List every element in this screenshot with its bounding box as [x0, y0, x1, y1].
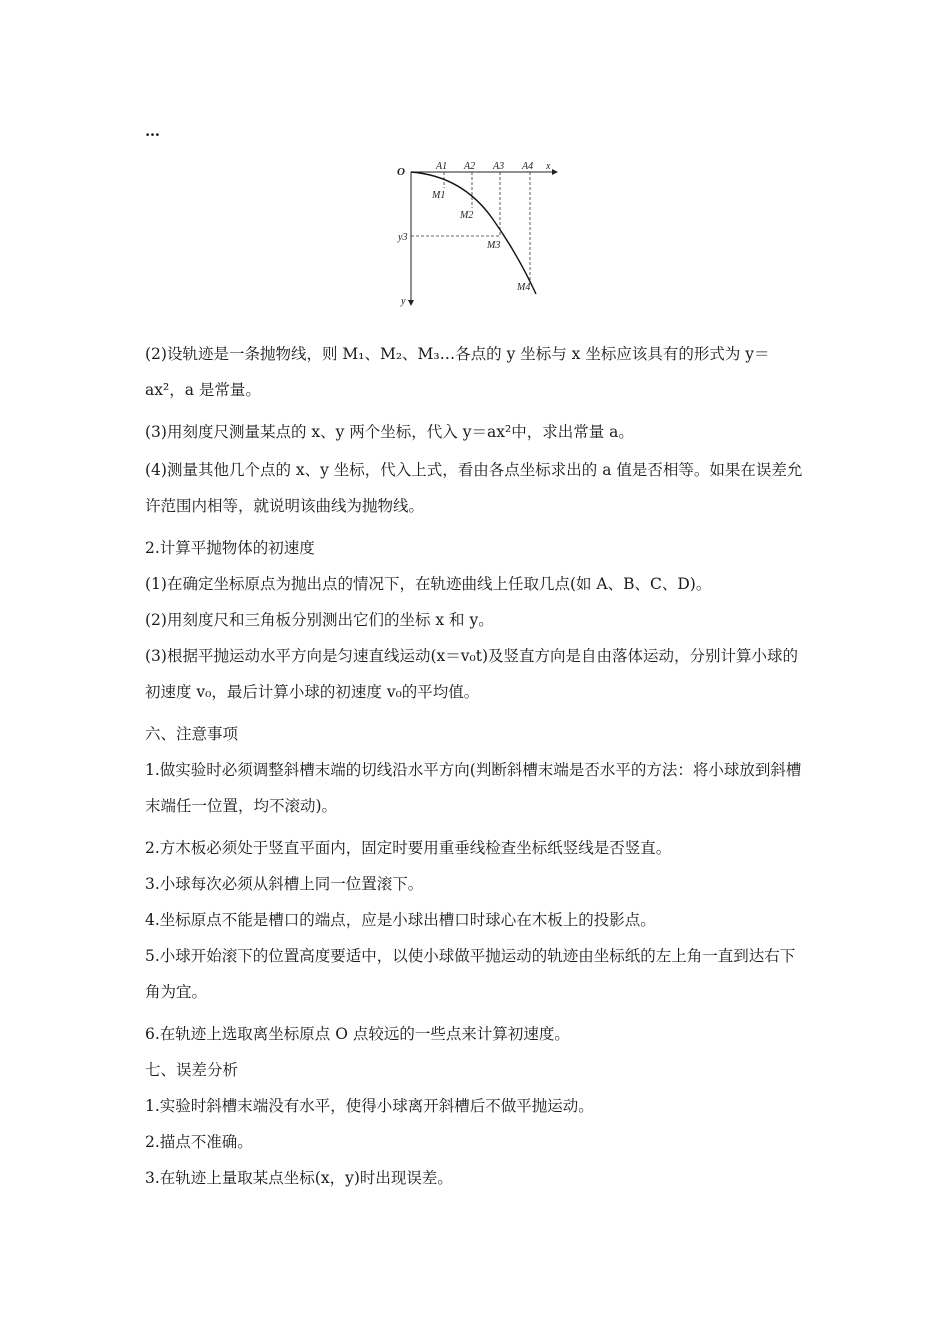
paragraph-measure-point: (3)用刻度尺测量某点的 x、y 两个坐标，代入 y＝ax²中，求出常量 a。: [145, 423, 634, 441]
error-item-2: 2.描点不准确。: [145, 1133, 253, 1151]
precaution-item-1: 1.做实验时必须调整斜槽末端的切线沿水平方向(判断斜槽末端是否水平的方法：将小球放到斜槽末端任一位置，均不滚动)。: [145, 761, 802, 815]
mark-y3: y3: [398, 232, 408, 243]
paragraph-verify-constant: (4)测量其他几个点的 x、y 坐标，代入上式，看由各点坐标求出的 a 值是否相等。如果在误差允许范围内相等，就说明该曲线为抛物线。: [145, 461, 803, 515]
paragraph-select-points: (1)在确定坐标原点为抛出点的情况下，在轨迹曲线上任取几点(如 A、B、C、D)。: [145, 575, 712, 593]
precaution-item-4: 4.坐标原点不能是槽口的端点，应是小球出槽口时球心在木板上的投影点。: [145, 911, 656, 929]
heading-precautions: 六、注意事项: [145, 725, 239, 743]
error-item-3: 3.在轨迹上量取某点坐标(x，y)时出现误差。: [145, 1169, 453, 1187]
point-m4: M4: [517, 282, 531, 293]
mark-a3: A3: [493, 161, 505, 172]
mark-a2: A2: [464, 161, 476, 172]
mark-a1: A1: [436, 161, 448, 172]
origin-label: O: [397, 166, 405, 178]
x-axis-label: x: [546, 161, 551, 172]
precaution-item-3: 3.小球每次必须从斜槽上同一位置滚下。: [145, 875, 424, 893]
y-axis-arrow: [408, 300, 414, 306]
precaution-item-2: 2.方木板必须处于竖直平面内，固定时要用重垂线检查坐标纸竖线是否竖直。: [145, 839, 672, 857]
point-m3: M3: [487, 240, 501, 251]
error-item-1: 1.实验时斜槽末端没有水平，使得小球离开斜槽后不做平抛运动。: [145, 1097, 594, 1115]
heading-initial-velocity: 2.计算平抛物体的初速度: [145, 539, 315, 557]
precaution-item-5: 5.小球开始滚下的位置高度要适中，以使小球做平抛运动的轨迹由坐标纸的左上角一直到达右下角为宜。: [145, 947, 796, 1001]
point-m2: M2: [460, 210, 474, 221]
heading-error-analysis: 七、误差分析: [145, 1061, 239, 1079]
paragraph-parabola-form: (2)设轨迹是一条抛物线，则 M₁、M₂、M₃…各点的 y 坐标与 x 坐标应该具有的形式为 y＝ax²，a 是常量。: [145, 345, 770, 399]
mark-a4: A4: [522, 161, 534, 172]
x-axis-arrow: [552, 169, 558, 175]
trajectory-curve: [411, 172, 536, 294]
point-m1: M1: [432, 190, 446, 201]
paragraph-compute-velocity: (3)根据平抛运动水平方向是匀速直线运动(x＝v₀t)及竖直方向是自由落体运动，分别计算小球的初速度 v₀，最后计算小球的初速度 v₀的平均值。: [145, 647, 798, 701]
trajectory-diagram: [392, 158, 562, 310]
paragraph-measure-coordinates: (2)用刻度尺和三角板分别测出它们的坐标 x 和 y。: [145, 611, 494, 629]
continuation-ellipsis: …: [145, 122, 161, 140]
trajectory-figure: [392, 158, 562, 310]
y-axis-label: y: [401, 296, 406, 307]
precaution-item-6: 6.在轨迹上选取离坐标原点 O 点较远的一些点来计算初速度。: [145, 1025, 570, 1043]
